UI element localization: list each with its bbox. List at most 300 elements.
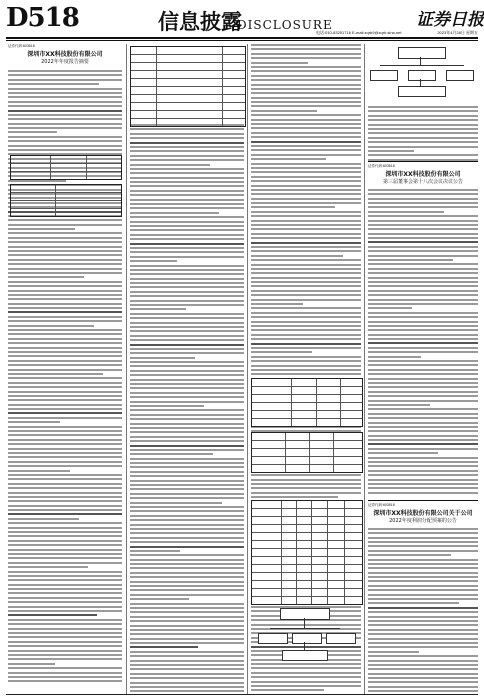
text-line [368, 404, 430, 406]
text-line [368, 299, 478, 301]
text-line [8, 606, 122, 608]
diagram-box [326, 633, 356, 644]
text-line [368, 228, 478, 230]
text-line [8, 232, 122, 234]
text-line [8, 540, 122, 542]
text-line [8, 285, 122, 287]
text-line [251, 294, 361, 296]
text-line [130, 348, 244, 350]
text-line [251, 44, 361, 46]
text-line [8, 316, 122, 318]
text-line [8, 421, 60, 423]
text-line [368, 303, 478, 305]
text-line [251, 338, 361, 340]
text-line [368, 259, 453, 261]
text-line [251, 136, 361, 138]
text-line [8, 145, 122, 147]
text-line [130, 440, 244, 442]
text-line [130, 458, 244, 460]
text-line [368, 150, 414, 152]
text-line [8, 307, 122, 309]
text-line [368, 686, 478, 688]
quarterly-table [251, 432, 363, 473]
text-line [8, 509, 122, 511]
text-line [130, 185, 244, 187]
text-line [251, 110, 317, 112]
text-line [8, 347, 122, 349]
text-line [368, 633, 478, 635]
text-line [251, 246, 361, 248]
text-line [368, 391, 478, 393]
text-line [368, 413, 478, 415]
text-line [368, 237, 478, 239]
text-line [8, 399, 122, 401]
text-line [130, 251, 244, 253]
text-line [368, 550, 478, 552]
diagram-box [446, 70, 474, 81]
text-line [130, 572, 244, 574]
notice-heading [8, 51, 122, 66]
text-line [8, 320, 122, 322]
text-line [8, 114, 122, 116]
text-line [8, 470, 70, 472]
text-line [130, 344, 244, 346]
text-line [8, 246, 122, 248]
text-line [368, 559, 478, 561]
financial-table [251, 378, 363, 427]
text-line [8, 452, 122, 454]
text-line [130, 212, 219, 214]
text-line [251, 667, 361, 669]
text-line [130, 449, 244, 451]
text-line [251, 646, 361, 648]
text-line [368, 461, 478, 463]
text-line [130, 295, 244, 297]
text-line [368, 479, 478, 481]
text-line [368, 532, 478, 534]
text-line [251, 180, 361, 182]
text-line [251, 193, 361, 195]
text-line [130, 611, 244, 613]
text-line [251, 312, 361, 314]
text-line [251, 48, 361, 50]
text-line [368, 448, 478, 450]
text-line [8, 404, 122, 406]
text-line [130, 322, 244, 324]
text-line [8, 672, 122, 674]
text-line [368, 115, 478, 117]
text-line [130, 567, 244, 569]
text-line [368, 294, 478, 296]
text-line [130, 199, 244, 201]
diagram-connector [304, 618, 305, 628]
column-divider [364, 44, 365, 694]
text-line [8, 276, 84, 278]
text-line [251, 97, 361, 99]
text-line [368, 386, 478, 388]
text-line [368, 589, 478, 591]
text-line [368, 369, 478, 371]
text-line [368, 277, 478, 279]
text-line [8, 259, 122, 261]
text-line [251, 676, 361, 678]
text-line [8, 597, 122, 599]
text-line [368, 220, 478, 222]
text-line [130, 510, 244, 512]
text-line [251, 264, 361, 266]
text-line [130, 576, 244, 578]
text-line [130, 550, 180, 552]
text-line [8, 527, 122, 529]
text-line [368, 624, 478, 626]
diagram-box [282, 650, 328, 661]
body-text [130, 124, 244, 692]
text-line [130, 629, 244, 631]
text-line [130, 673, 244, 675]
text-line [368, 439, 478, 441]
text-line [368, 408, 478, 410]
text-line [368, 465, 478, 467]
text-line [368, 215, 478, 217]
text-line [8, 487, 122, 489]
text-line [251, 88, 361, 90]
stock-code: 证券代码:603518 [8, 44, 35, 48]
diagram-connector [420, 79, 421, 86]
text-line [251, 681, 361, 683]
text-line [130, 361, 244, 363]
text-line [8, 250, 122, 252]
text-line [368, 154, 478, 156]
text-line [8, 588, 122, 590]
text-line [130, 471, 244, 473]
text-line [251, 272, 361, 274]
text-line [368, 128, 478, 130]
text-line [130, 365, 244, 367]
text-line [130, 484, 244, 486]
text-line [251, 487, 361, 489]
text-line [130, 480, 244, 482]
text-line [130, 445, 244, 447]
text-line [8, 105, 122, 107]
text-line [130, 515, 244, 517]
text-line [8, 610, 122, 612]
text-line [368, 554, 451, 556]
text-line [130, 229, 244, 231]
text-line [251, 360, 361, 362]
text-line [130, 291, 244, 293]
text-line [251, 53, 361, 55]
text-line [130, 142, 244, 144]
text-line [130, 401, 244, 403]
text-line [251, 149, 361, 151]
text-line [8, 149, 122, 151]
text-line [251, 92, 361, 94]
text-line [368, 241, 478, 243]
notice-rule [368, 500, 478, 501]
text-line [130, 502, 222, 504]
text-line [130, 313, 244, 315]
column-divider [247, 44, 248, 694]
text-line [8, 676, 122, 678]
text-line [251, 479, 361, 481]
text-line [8, 535, 122, 537]
text-line [368, 492, 478, 494]
text-line [8, 254, 122, 256]
text-line [8, 456, 122, 458]
text-line [8, 632, 122, 634]
text-line [368, 141, 478, 143]
text-line [368, 342, 478, 344]
text-line [368, 246, 478, 248]
notice-title: 2022年年度报告摘要 [41, 59, 89, 65]
text-line [8, 478, 122, 480]
text-line [251, 483, 361, 485]
text-line [8, 592, 122, 594]
text-line [368, 189, 478, 191]
text-line [8, 110, 122, 112]
diagram-box [292, 633, 322, 644]
page-number: D518 [6, 3, 79, 33]
text-line [368, 146, 478, 148]
text-line [130, 638, 244, 640]
text-line [8, 557, 122, 559]
text-line [368, 430, 478, 432]
text-line [8, 386, 122, 388]
text-line [8, 263, 122, 265]
text-line [8, 74, 122, 76]
text-line [8, 136, 122, 138]
text-line [8, 667, 122, 669]
text-line [368, 594, 478, 596]
contact-line: 电话:010-83251716 E-mail:zqrb9@zqrb.sina.net [316, 30, 402, 35]
text-line [130, 682, 244, 684]
text-line [368, 620, 478, 622]
business-table [130, 46, 246, 127]
text-line [251, 70, 361, 72]
text-line [130, 690, 244, 692]
text-line [251, 114, 361, 116]
text-line [130, 603, 244, 605]
text-line [130, 282, 244, 284]
text-line [130, 273, 244, 275]
body-text [368, 528, 478, 692]
text-line [368, 378, 478, 380]
diagram-connector [270, 628, 340, 629]
text-line [368, 281, 478, 283]
text-line [8, 500, 122, 502]
text-line [130, 405, 204, 407]
text-line [130, 677, 244, 679]
company-name: 深圳市XX科技股份有限公司 [385, 170, 461, 178]
text-line [368, 642, 478, 644]
text-line [8, 311, 122, 313]
text-line [130, 387, 244, 389]
text-line [130, 414, 244, 416]
text-line [251, 281, 361, 283]
info-table [10, 155, 122, 180]
text-line [130, 203, 244, 205]
text-line [368, 250, 478, 252]
text-line [130, 524, 244, 526]
text-line [251, 290, 361, 292]
text-line [251, 189, 361, 191]
text-line [130, 133, 244, 135]
text-line [251, 237, 361, 239]
text-line [8, 355, 122, 357]
text-line [8, 584, 122, 586]
company-name: 深圳市XX科技股份有限公司关于公司 [373, 509, 473, 517]
text-line [130, 633, 244, 635]
text-line [8, 342, 122, 344]
text-line [8, 430, 122, 432]
text-line [251, 145, 361, 147]
column-1 [8, 44, 122, 694]
text-line [368, 585, 478, 587]
text-line [130, 541, 244, 543]
text-line [130, 256, 244, 258]
text-line [8, 118, 122, 120]
text-line [251, 154, 361, 156]
text-line [8, 180, 66, 182]
text-line [130, 300, 244, 302]
text-line [368, 563, 478, 565]
notice-heading [368, 510, 478, 525]
text-line [130, 278, 244, 280]
text-line [8, 88, 122, 90]
text-line [130, 304, 244, 306]
text-line [368, 312, 478, 314]
text-line [368, 360, 478, 362]
text-line [368, 528, 478, 530]
text-line [8, 395, 122, 397]
text-line [130, 642, 244, 644]
notice-3 [368, 500, 478, 692]
text-line [8, 290, 122, 292]
section-subtitle: DISCLOSURE [237, 18, 333, 32]
text-line [368, 206, 478, 208]
text-line [130, 466, 244, 468]
text-line [368, 338, 478, 340]
text-line [368, 224, 478, 226]
text-line [251, 492, 361, 494]
text-line [130, 506, 244, 508]
text-line [368, 567, 478, 569]
text-line [251, 496, 338, 498]
text-line [130, 488, 244, 490]
text-line [130, 431, 244, 433]
text-line [8, 496, 122, 498]
text-line [251, 351, 312, 353]
text-line [130, 326, 244, 328]
text-line [8, 663, 55, 665]
text-line [130, 686, 244, 688]
masthead-rule [6, 37, 478, 39]
text-line [368, 598, 478, 600]
text-line [368, 611, 478, 613]
text-line [130, 207, 244, 209]
text-line [368, 426, 478, 428]
text-line [368, 417, 478, 419]
text-line [368, 572, 478, 574]
text-line [8, 417, 122, 419]
text-line [368, 576, 478, 578]
text-line [130, 563, 244, 565]
text-line [8, 96, 122, 98]
footer-rule [6, 694, 478, 695]
text-line [8, 268, 122, 270]
text-line [130, 664, 244, 666]
text-line [130, 339, 244, 341]
text-line [130, 383, 244, 385]
text-line [368, 119, 478, 121]
text-line [368, 664, 478, 666]
text-line [130, 374, 244, 376]
text-line [368, 651, 419, 653]
text-line [251, 206, 335, 208]
notice-title: 第三届董事会第十八次会议决议公告 [382, 178, 463, 185]
text-line [130, 330, 244, 332]
text-line [8, 351, 122, 353]
section-title: 信息披露 [158, 10, 242, 34]
text-line [368, 607, 478, 609]
text-line [368, 364, 478, 366]
masthead-rule-thin [6, 40, 478, 41]
text-line [251, 127, 361, 129]
text-line [251, 663, 361, 665]
text-line [130, 409, 244, 411]
text-line [130, 660, 244, 662]
text-line [8, 614, 97, 616]
text-line [368, 334, 478, 336]
text-line [368, 541, 478, 543]
diagram-connector [420, 57, 421, 65]
text-line [368, 470, 478, 472]
text-line [251, 316, 361, 318]
text-line [368, 629, 478, 631]
text-line [8, 298, 122, 300]
text-line [368, 395, 478, 397]
text-line [368, 580, 478, 582]
text-line [251, 132, 361, 134]
text-line [368, 435, 478, 437]
shareholder-table [251, 500, 363, 605]
text-line [8, 549, 122, 551]
text-line [368, 400, 478, 402]
text-line [8, 623, 122, 625]
text-line [130, 216, 244, 218]
text-line [8, 70, 122, 72]
text-line [368, 457, 478, 459]
text-line [368, 255, 478, 257]
text-line [8, 364, 122, 366]
text-line [130, 146, 244, 148]
text-line [251, 101, 361, 103]
text-line [251, 369, 361, 371]
text-line [368, 347, 478, 349]
diagram-connector [304, 642, 305, 650]
text-line [251, 334, 361, 336]
text-line [130, 260, 177, 262]
text-line [8, 474, 122, 476]
text-line [8, 544, 122, 546]
text-line [8, 579, 122, 581]
text-line [251, 123, 361, 125]
text-line [130, 155, 244, 157]
text-line [368, 202, 478, 204]
text-line [251, 167, 361, 169]
text-line [130, 150, 244, 152]
text-line [130, 181, 244, 183]
